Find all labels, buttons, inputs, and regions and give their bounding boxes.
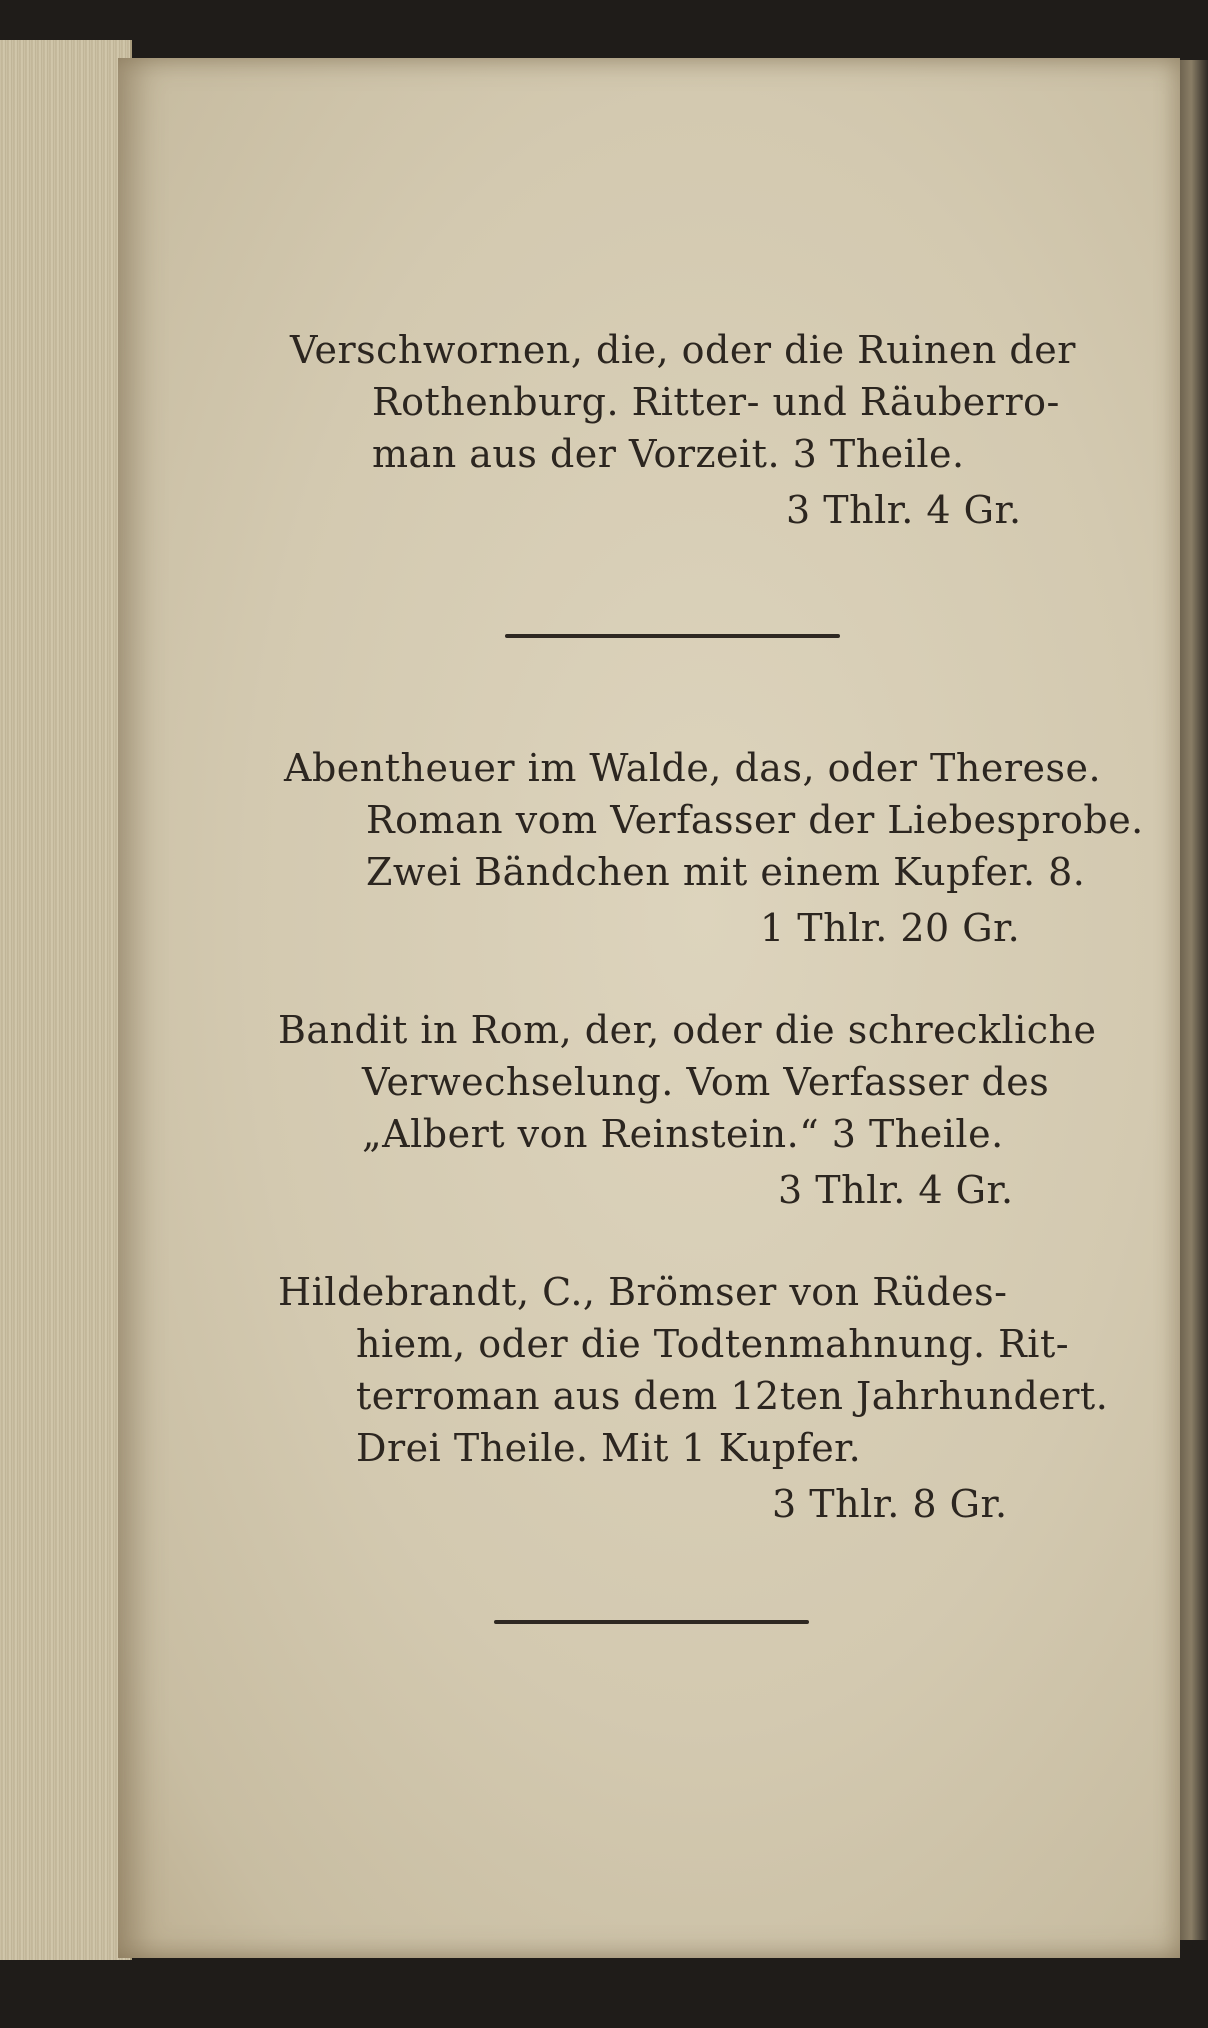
entry-line: Zwei Bändchen mit einem Kupfer. 8.: [366, 850, 1086, 894]
entry-line: Abentheuer im Walde, das, oder Therese.: [284, 746, 1102, 790]
entry-line: hiem, oder die Todtenmahnung. Rit-: [356, 1322, 1070, 1366]
entry-line: „Albert von Reinstein.“ 3 Theile.: [362, 1112, 1004, 1156]
section-divider: [494, 1620, 809, 1624]
section-divider: [505, 634, 840, 638]
entry-line: Rothenburg. Ritter- und Räuberro-: [372, 380, 1060, 424]
entry-line: terroman aus dem 12ten Jahrhundert.: [356, 1374, 1109, 1418]
entry-price: 3 Thlr. 8 Gr.: [772, 1482, 1008, 1526]
entry-line: Roman vom Verfasser der Liebesprobe.: [366, 798, 1144, 842]
page-stack-edge: [0, 40, 132, 1960]
entry-line: Hildebrandt, C., Brömser von Rüdes-: [278, 1270, 1008, 1314]
entry-price: 3 Thlr. 4 Gr.: [786, 488, 1022, 532]
entry-line: Drei Theile. Mit 1 Kupfer.: [356, 1426, 862, 1470]
entry-price: 3 Thlr. 4 Gr.: [778, 1168, 1014, 1212]
entry-line: man aus der Vorzeit. 3 Theile.: [372, 432, 965, 476]
entry-line: Verwechselung. Vom Verfasser des: [362, 1060, 1050, 1104]
entry-price: 1 Thlr. 20 Gr.: [760, 906, 1021, 950]
entry-line: Verschwornen, die, oder die Ruinen der: [290, 328, 1076, 372]
entry-line: Bandit in Rom, der, oder die schreckliche: [278, 1008, 1097, 1052]
page-right-edge: [1180, 60, 1208, 1940]
